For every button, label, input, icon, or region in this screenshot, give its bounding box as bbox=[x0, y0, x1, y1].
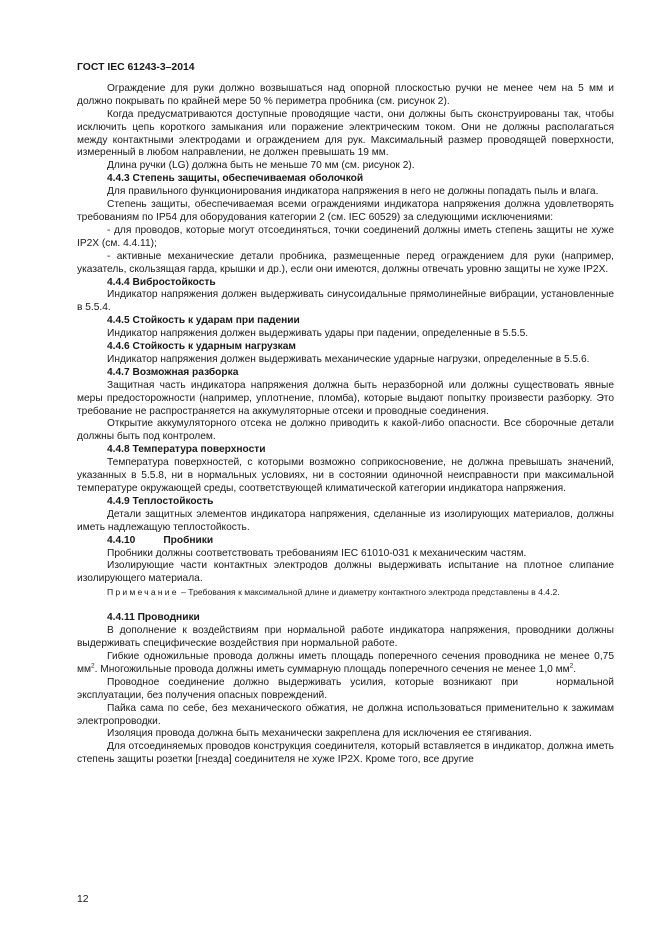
paragraph: Ограждение для руки должно возвышаться над опорной плоскостью ручки не менее чем на 5 мм и должно покрывать по крайней мере 50 % периметра пробника (см. рисунок 2). bbox=[77, 82, 614, 107]
paragraph: Пайка сама по себе, без механического обжатия, не должна использоваться применительно к зажимам электропроводки. bbox=[77, 702, 614, 727]
note-label: Примечание bbox=[107, 587, 179, 598]
paragraph: Пробники должны соответствовать требованиям IEC 61010-031 к механическим частям. bbox=[107, 547, 527, 559]
section-heading-4-4-8: 4.4.8 Температура поверхности bbox=[107, 444, 266, 456]
list-item: - активные механические детали пробника, размещенные перед ограждением для руки (например, указатель, скользящая гарда, крышки и др.), если они имеются, должны отвечать уровню защиты не хуже IP2X. bbox=[77, 250, 614, 275]
paragraph: Открытие аккумуляторного отсека не должно приводить к какой-либо опасности. Все сборочные детали должны быть под контролем. bbox=[77, 418, 614, 443]
section-heading-4-4-4: 4.4.4 Вибростойкость bbox=[107, 276, 216, 288]
section-heading-4-4-5: 4.4.5 Стойкость к ударам при падении bbox=[107, 315, 300, 327]
section-heading-4-4-3: 4.4.3 Степень защиты, обеспечиваемая оболочкой bbox=[107, 173, 364, 185]
section-title: Пробники bbox=[163, 534, 214, 546]
paragraph: Индикатор напряжения должен выдерживать механические ударные нагрузки, определенные в 5.5.6. bbox=[107, 353, 590, 365]
paragraph: Изолирующие части контактных электродов должны выдерживать испытание на плотное слипание изолирующего материала. bbox=[77, 560, 614, 585]
note-text: – Требования к максимальной длине и диаметру контактного электрода представлены в 4.4.2. bbox=[178, 587, 560, 598]
paragraph: Степень защиты, обеспечиваемая всеми ограждениями индикатора напряжения должна удовлетворять требованиям по IP54 для оборудования категории 2 (см. IEC 60529) за следующими исключениями: bbox=[77, 199, 614, 223]
paragraph: Для правильного функционирования индикатора напряжения в него не должны попадать пыль и влага. bbox=[107, 186, 599, 198]
paragraph: Индикатор напряжения должен выдерживать удары при падении, определенные в 5.5.5. bbox=[107, 328, 529, 340]
section-heading-4-4-10 bbox=[77, 535, 614, 548]
paragraph: В дополнение к воздействиям при нормальной работе индикатора напряжения, проводники должны выдерживать специфические воздействия при нормальной работе. bbox=[77, 625, 614, 650]
document-page bbox=[77, 62, 614, 767]
paragraph: Индикатор напряжения должен выдерживать синусоидальные прямолинейные вибрации, установленные в 5.5.4. bbox=[77, 289, 614, 314]
paragraph: Проводное соединение должно выдерживать усилия, которые возникают при нормальной эксплуатации, без получения опасных повреждений. bbox=[77, 676, 614, 701]
paragraph: Для отсоединяемых проводов конструкция соединителя, который вставляется в индикатор, должна иметь степень защиты розетки [гнезда] соединителя не хуже IP2X. Кроме того, все другие bbox=[77, 741, 614, 766]
paragraph: Когда предусматриваются доступные проводящие части, они должны быть сконструированы так, чтобы исключить цепь короткого замыкания или поражение электрическим током. Они не должны располагаться между контактными электродами и ограждением для рук. Максимальный размер проводящей поверхности, измеренный в любом направлении, не должен превышать 19 мм. bbox=[77, 108, 614, 159]
section-heading-4-4-6: 4.4.6 Стойкость к ударным нагрузкам bbox=[107, 341, 296, 353]
paragraph: Изоляция провода должна быть механически закреплена для исключения ее стягивания. bbox=[107, 728, 532, 740]
note bbox=[77, 586, 614, 598]
paragraph: Защитная часть индикатора напряжения должна быть неразборной или должны существовать явные меры предосторожности (например, уплотнение, пломба), которые выдают попытку произвести разборку. Это требование не распространяется на аккумуляторные отсеки и проводные соединения. bbox=[77, 379, 614, 417]
paragraph: Длина ручки (LG) должна быть не меньше 70 мм (см. рисунок 2). bbox=[107, 160, 415, 172]
section-heading-4-4-7: 4.4.7 Возможная разборка bbox=[107, 366, 239, 378]
paragraph: Гибкие одножильные провода должны иметь площадь поперечного сечения проводника не менее 0,75 $мм^2$. Многожильные провода должны иметь суммарную площадь поперечного сечения не менее 1,0 $мм^2$. bbox=[77, 650, 614, 675]
section-number: 4.4.10 bbox=[107, 534, 136, 546]
document-header: ГОСТ IEC 61243-3–2014 bbox=[77, 62, 195, 73]
paragraph: Температура поверхностей, с которыми возможно соприкосновение, не должна превышать значений, указанных в 5.5.8, ни в нормальных условиях, ни в состоянии одиночной неисправности при максимальной температуре окружающей среды, соответствующей климатической категории индикатора напряжения. bbox=[77, 457, 614, 494]
page-number: 12 bbox=[77, 894, 89, 905]
list-item: - для проводов, которые могут отсоединяться, точки соединений должны иметь степень защиты не хуже IP2X (см. 4.4.11); bbox=[77, 224, 614, 249]
paragraph: Детали защитных элементов индикатора напряжения, сделанные из изолирующих материалов, должны иметь надлежащую теплостойкость. bbox=[77, 508, 614, 533]
section-heading-4-4-9: 4.4.9 Теплостойкость bbox=[107, 495, 214, 507]
section-heading-4-4-11: 4.4.11 Проводники bbox=[107, 612, 200, 624]
